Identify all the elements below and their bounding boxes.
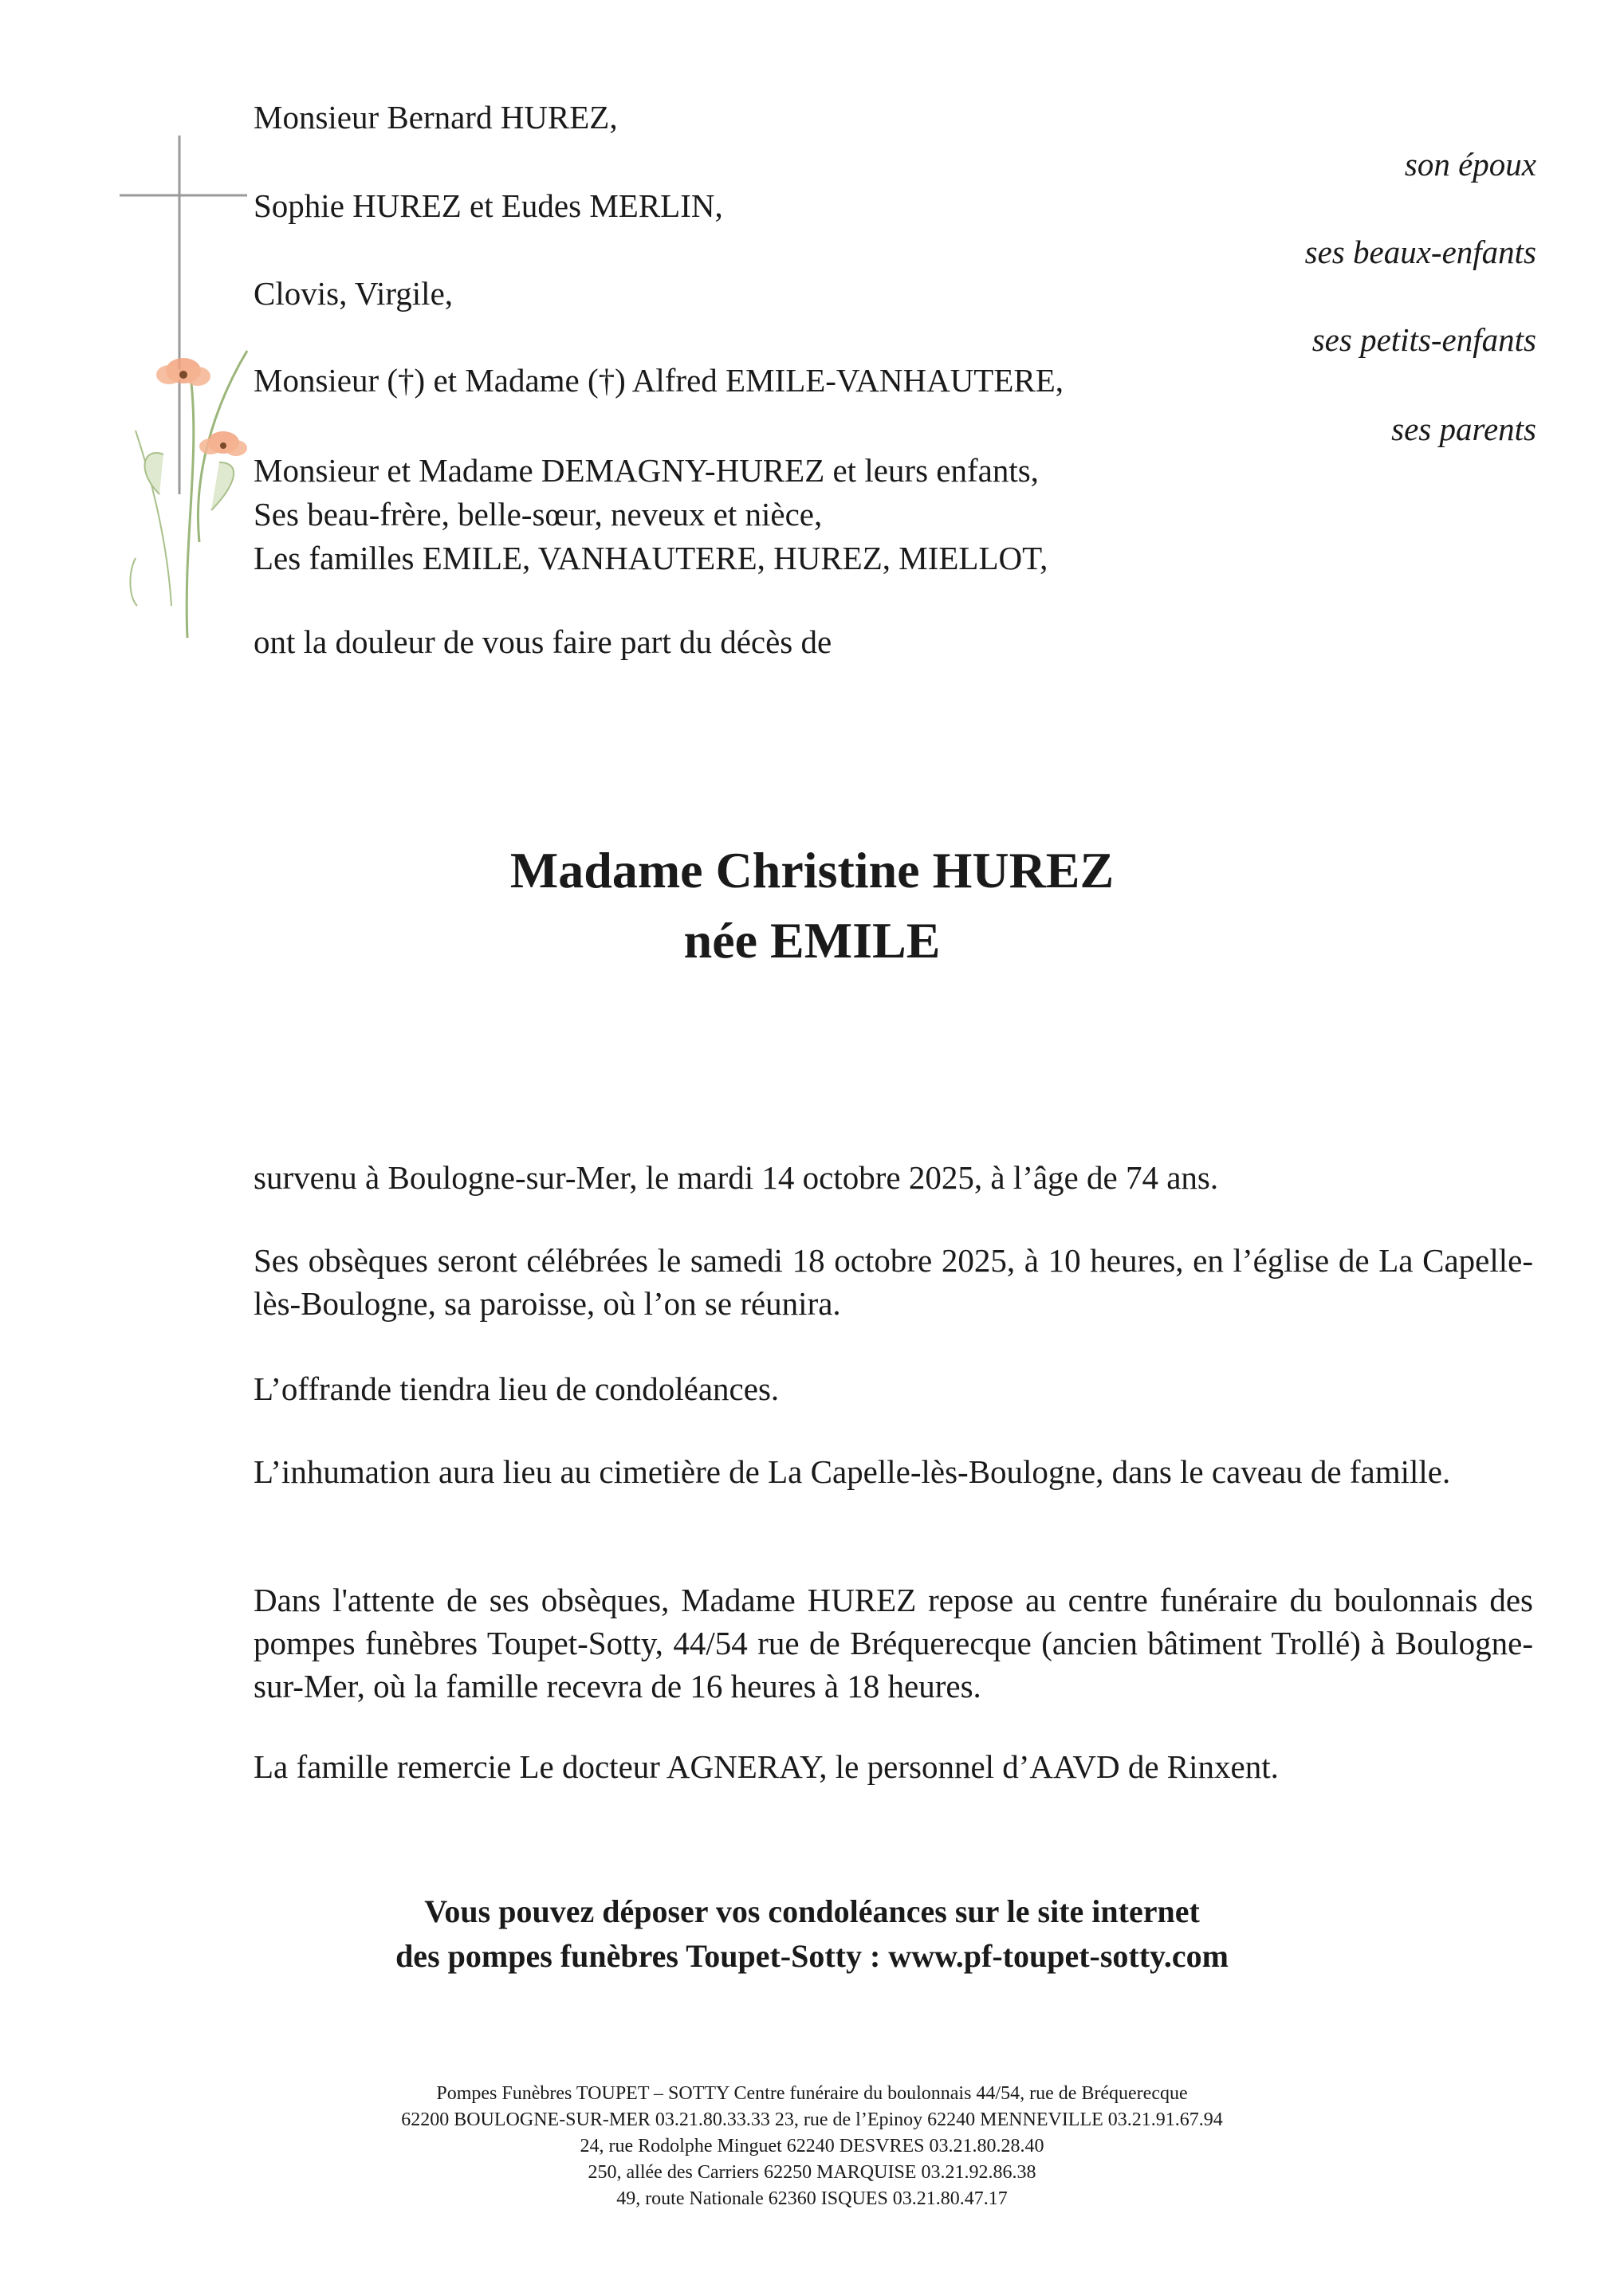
footer-line: 62200 BOULOGNE-SUR-MER 03.21.80.33.33 23, rue de l’Epinoy 62240 MENNEVILLE 03.21.91.67.94 [401,2109,1223,2130]
family-line: Monsieur Bernard HUREZ, [254,99,618,136]
footer-line: Pompes Funèbres TOUPET – SOTTY Centre funéraire du boulonnais 44/54, rue de Bréquerecque [436,2083,1188,2104]
family-line: Sophie HUREZ et Eudes MERLIN, [254,187,723,224]
relation-label: son époux [1404,146,1536,183]
funeral-paragraph: Ses obsèques seront célébrées le samedi 18 octobre 2025, à 10 heures, en l’église de La Capelle-lès-Boulogne, sa paroisse, où l’on se réunira. [254,1242,1533,1322]
poppy-icon [156,358,210,386]
condolences-notice [0,1889,1624,1979]
poppy-icon [199,431,247,456]
condolences-line: des pompes funèbres Toupet-Sotty : www.pf-toupet-sotty.com [395,1938,1229,1974]
viewing-paragraph: Dans l'attente de ses obsèques, Madame HUREZ repose au centre funéraire du boulonnais des pompes funèbres Toupet-Sotty, 44/54 rue de Bréquerecque (ancien bâtiment Trollé) à Boulogne-sur-Mer, où la famille recevra de 16 heures à 18 heures. [254,1582,1533,1704]
deceased-birth-name: née EMILE [683,912,941,969]
announcement-text: ont la douleur de vous faire part du décès de [254,623,832,660]
thanks-paragraph: La famille remercie Le docteur AGNERAY, le personnel d’AAVD de Rinxent. [254,1748,1279,1785]
funeral-home-footer [0,2081,1624,2212]
relation-label: ses petits-enfants [1311,321,1536,358]
death-paragraph: survenu à Boulogne-sur-Mer, le mardi 14 octobre 2025, à l’âge de 74 ans. [254,1159,1219,1196]
relation-label: ses parents [1391,411,1536,447]
offering-paragraph: L’offrande tiendra lieu de condoléances. [254,1370,780,1407]
deceased-name: Madame Christine HUREZ [509,842,1115,898]
condolences-line: Vous pouvez déposer vos condoléances sur le site internet [424,1893,1200,1929]
footer-line: 250, allée des Carriers 62250 MARQUISE 03.21.92.86.38 [588,2162,1036,2183]
family-line: Clovis, Virgile, [254,275,454,312]
footer-line: 49, route Nationale 62360 ISQUES 03.21.80.47.17 [616,2188,1008,2209]
family-line: Monsieur (†) et Madame (†) Alfred EMILE-VANHAUTERE, [254,362,1064,399]
family-line: Les familles EMILE, VANHAUTERE, HUREZ, MIELLOT, [254,540,1048,576]
footer-line: 24, rue Rodolphe Minguet 62240 DESVRES 03.21.80.28.40 [580,2136,1044,2156]
relation-label: ses beaux-enfants [1304,234,1536,270]
deceased-name-block [0,835,1624,976]
family-line: Monsieur et Madame DEMAGNY-HUREZ et leurs enfants, [254,452,1039,489]
cross-flowers-icon [104,128,263,670]
burial-paragraph: L’inhumation aura lieu au cimetière de La Capelle-lès-Boulogne, dans le caveau de famille. [254,1453,1451,1490]
family-line: Ses beau-frère, belle-sœur, neveux et nièce, [254,496,823,533]
